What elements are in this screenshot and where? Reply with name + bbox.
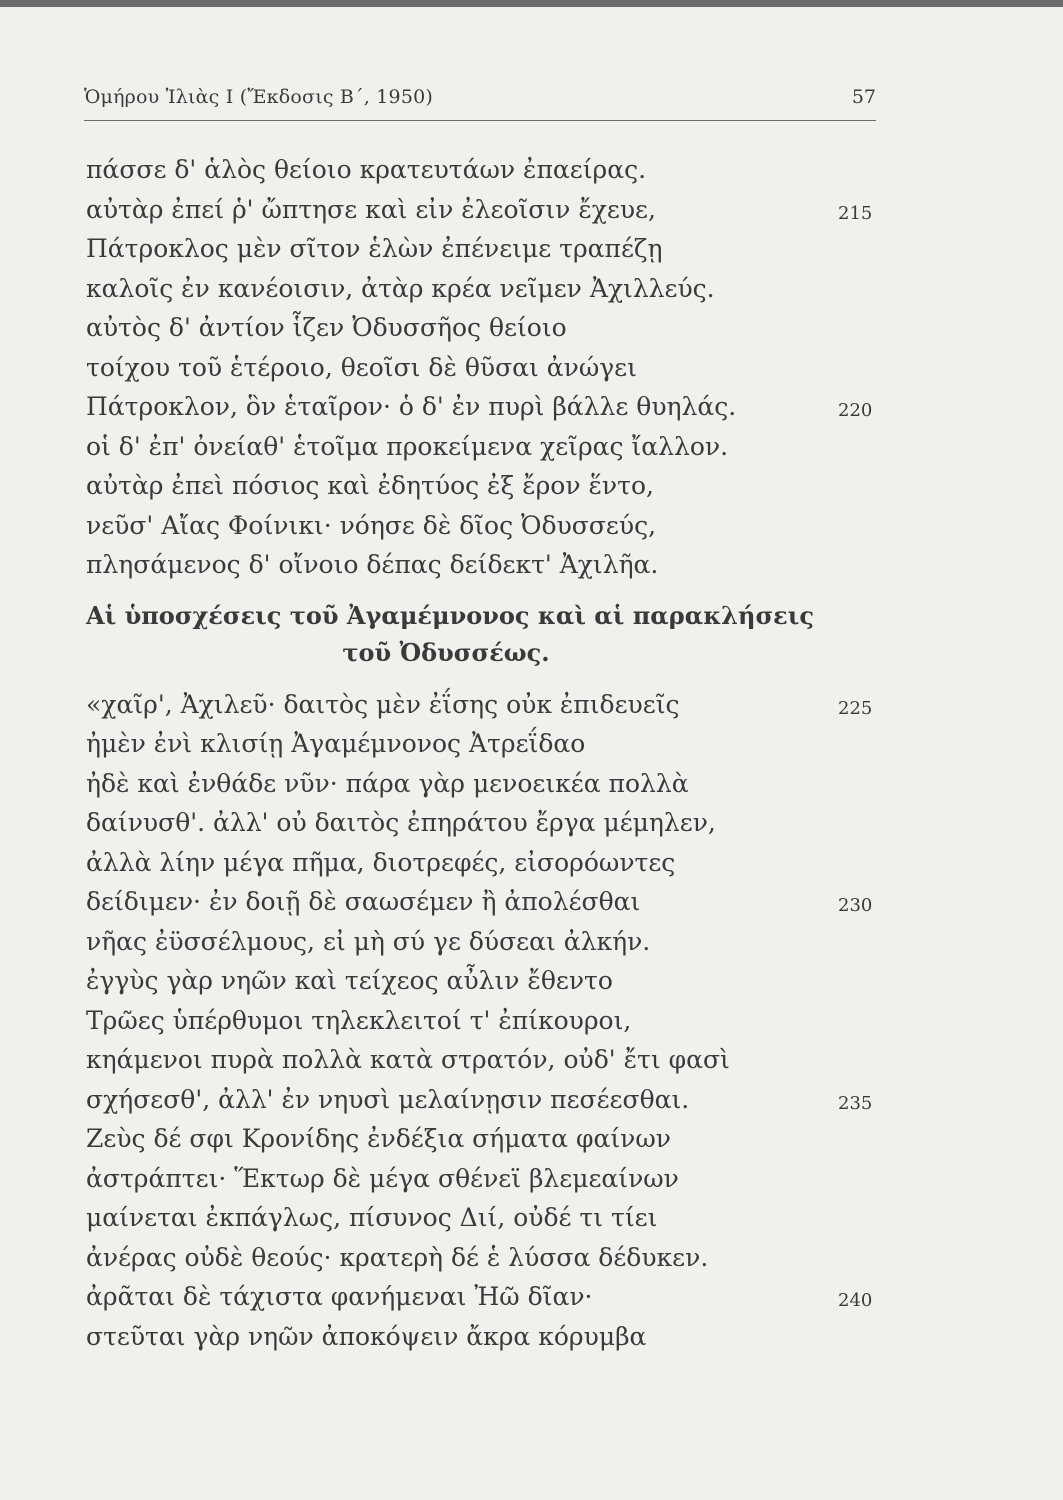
verse-text: ἀρᾶται δὲ τάχιστα φανήμεναι Ἠῶ δῖαν· (86, 1282, 593, 1311)
verse-text: Πάτροκλος μὲν σῖτον ἑλὼν ἐπένειμε τραπέζῃ (86, 234, 663, 263)
verse-body (86, 150, 886, 1356)
verse-line (86, 190, 886, 230)
verse-text: στεῦται γὰρ νηῶν ἀποκόψειν ἄκρα κόρυμβα (86, 1321, 647, 1351)
verse-text: δαίνυσθ'. ἀλλ' οὐ δαιτὸς ἐπηράτου ἔργα μέμηλεν, (86, 808, 716, 837)
verse-text: Ζεὺς δέ σφι Κρονίδης ἐνδέξια σήματα φαίνων (86, 1124, 671, 1153)
verse-line (86, 922, 886, 962)
verse-line (86, 308, 886, 348)
verse-text: κηάμενοι πυρὰ πολλὰ κατὰ στρατόν, οὐδ' ἔτι φασὶ (86, 1045, 730, 1074)
section-heading-line2: τοῦ Ὀδυσσέως. (342, 637, 550, 667)
verse-line (86, 1040, 886, 1080)
verse-line (86, 1001, 886, 1041)
verse-text: αὐτὰρ ἐπεί ῥ' ὤπτησε καὶ εἰν ἐλεοῖσιν ἔχευε, (86, 194, 656, 224)
section-heading-line1: Αἱ ὑποσχέσεις τοῦ Ἀγαμέμνονος καὶ αἱ παρακλήσεις (86, 600, 814, 630)
verse-line (86, 882, 886, 922)
verse-line (86, 1238, 886, 1278)
running-header (84, 86, 876, 121)
verse-line (86, 803, 886, 843)
verse-text: σχήσεσθ', ἀλλ' ἐν νηυσὶ μελαίνῃσιν πεσέεσθαι. (86, 1084, 690, 1114)
verse-text: ἀλλὰ λίην μέγα πῆμα, διοτρεφές, εἰσορόωντες (86, 847, 676, 877)
verse-text: ἠμὲν ἐνὶ κλισίῃ Ἀγαμέμνονος Ἀτρεΐδαο (86, 729, 586, 758)
verse-line (86, 269, 886, 309)
verse-line (86, 685, 886, 725)
verse-text: πάσσε δ' ἁλὸς θείοιο κρατευτάων ἐπαείρας. (86, 155, 647, 184)
verse-text: «χαῖρ', Ἀχιλεῦ· δαιτὸς μὲν ἐΐσης οὐκ ἐπιδευεῖς (86, 689, 680, 719)
verse-line (86, 387, 886, 427)
verse-text: αὐτὰρ ἐπεὶ πόσιος καὶ ἐδητύος ἐξ ἔρον ἕντο, (86, 471, 654, 500)
verse-line (86, 1119, 886, 1159)
verse-line (86, 764, 886, 804)
verse-line (86, 843, 886, 883)
verse-text: ἠδὲ καὶ ἐνθάδε νῦν· πάρα γὰρ μενοεικέα πολλὰ (86, 768, 689, 798)
verse-text: δείδιμεν· ἐν δοιῇ δὲ σαωσέμεν ἢ ἀπολέσθαι (86, 887, 641, 916)
verse-text: ἀνέρας οὐδὲ θεούς· κρατερὴ δέ ἑ λύσσα δέδυκεν. (86, 1242, 709, 1272)
verse-text: νεῦσ' Αἴας Φοίνικι· νόησε δὲ δῖος Ὀδυσσεύς, (86, 510, 657, 540)
line-number: 215 (838, 202, 873, 224)
verse-text: μαίνεται ἐκπάγλως, πίσυνος Διί, οὐδέ τι τίει (86, 1203, 658, 1232)
verse-line (86, 150, 886, 190)
line-number: 230 (838, 895, 873, 916)
verse-text: Πάτροκλον, ὃν ἑταῖρον· ὁ δ' ἐν πυρὶ βάλλε θυηλάς. (86, 392, 737, 421)
verse-line (86, 545, 886, 585)
verse-text: ἀστράπτει· Ἕκτωρ δὲ μέγα σθένεϊ βλεμεαίνων (86, 1163, 679, 1193)
verse-line (86, 961, 886, 1001)
top-edge-band (0, 0, 1063, 7)
verse-block-b (86, 685, 886, 1357)
verse-block-a (86, 150, 886, 585)
verse-line (86, 1198, 886, 1238)
verse-text: αὐτὸς δ' ἀντίον ἷζεν Ὀδυσσῆος θείοιο (86, 313, 567, 342)
verse-line (86, 724, 886, 764)
verse-text: τοίχου τοῦ ἑτέροιο, θεοῖσι δὲ θῦσαι ἀνώγει (86, 352, 637, 382)
verse-line (86, 427, 886, 467)
verse-line (86, 229, 886, 269)
verse-text: πλησάμενος δ' οἴνοιο δέπας δείδεκτ' Ἀχιλῆα. (86, 550, 659, 579)
verse-line (86, 1317, 886, 1357)
verse-text: ἐγγὺς γὰρ νηῶν καὶ τείχεος αὖλιν ἔθεντο (86, 966, 613, 995)
verse-text: καλοῖς ἐν κανέοισιν, ἀτὰρ κρέα νεῖμεν Ἀχιλλεύς. (86, 273, 715, 303)
line-number: 240 (838, 1290, 873, 1311)
verse-line (86, 1080, 886, 1120)
verse-line (86, 1159, 886, 1199)
line-number: 225 (838, 697, 873, 719)
page-number: 57 (851, 86, 876, 108)
verse-line (86, 506, 886, 546)
running-title: Ὁμήρου Ἰλιὰς Ι (Ἔκδοσις Β΄, 1950) (84, 86, 434, 108)
verse-line (86, 348, 886, 388)
line-number: 220 (838, 400, 873, 421)
verse-line (86, 1277, 886, 1317)
verse-text: οἱ δ' ἐπ' ὀνείαθ' ἑτοῖμα προκείμενα χεῖρας ἴαλλον. (86, 431, 729, 461)
line-number: 235 (838, 1092, 873, 1114)
verse-line (86, 466, 886, 506)
verse-text: Τρῶες ὑπέρθυμοι τηλεκλειτοί τ' ἐπίκουροι, (86, 1005, 632, 1035)
verse-text: νῆας ἐϋσσέλμους, εἰ μὴ σύ γε δύσεαι ἀλκήν. (86, 926, 651, 956)
